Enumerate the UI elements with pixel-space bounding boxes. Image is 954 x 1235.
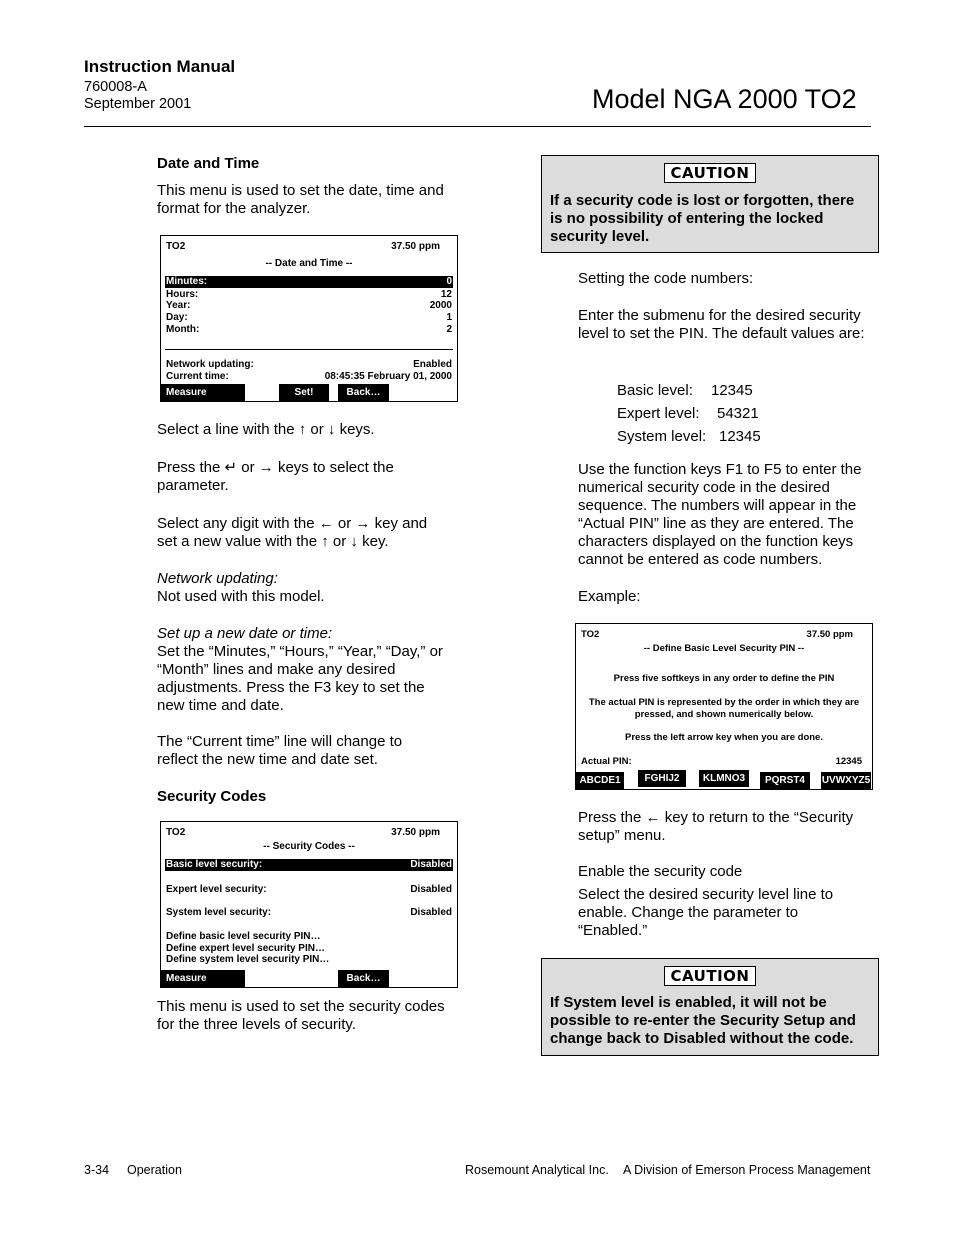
caution-box-system-level: [541, 958, 879, 1056]
para-select-line: Select a line with the ↑ or ↓ keys.: [157, 421, 375, 438]
example-label: Example:: [578, 588, 641, 605]
model-title: Model NGA 2000 TO2: [592, 84, 857, 114]
softkey-measure[interactable]: Measure: [161, 384, 245, 401]
default-pin-expert: Expert level: 54321: [617, 405, 759, 422]
press-back-text: Press the ← key to return to the “Security setup” menu.: [578, 809, 854, 844]
screen-row-network[interactable]: Network updating: Enabled: [166, 359, 452, 370]
screen-row-month[interactable]: Month: 2: [166, 324, 452, 335]
header-rule: [84, 126, 871, 127]
caution-box-lost-code: [541, 155, 879, 253]
screen-row-define-system[interactable]: Define system level security PIN…: [166, 954, 330, 965]
default-pins: [617, 379, 761, 448]
screen-row-hours[interactable]: Hours: 12: [166, 289, 452, 300]
network-text: Not used with this model.: [157, 588, 325, 605]
enable-text: Select the desired security level line to enable. Change the parameter to “Enabled.”: [578, 886, 834, 939]
function-keys-text: Use the function keys F1 to F5 to enter the numerical security code in the desired sequence. The numbers will appear in the “Actual PIN” line as they are entered. The characters displayed on the function keys cannot be entered as code numbers.: [578, 461, 862, 568]
enter-submenu-text: Enter the submenu for the desired security level to set the PIN. The default values are:: [578, 307, 865, 342]
screen-row-define-basic[interactable]: Define basic level security PIN…: [166, 931, 321, 942]
softkey-f4[interactable]: PQRST4: [760, 772, 810, 789]
define-pin-screen: [575, 623, 873, 790]
screen-instruction-3: Press the left arrow key when you are done.: [625, 732, 823, 743]
screen-reading: 37.50 ppm: [391, 241, 440, 252]
screen-title: -- Security Codes --: [263, 841, 355, 852]
date-time-screen: [160, 235, 458, 402]
screen-row-expert-security[interactable]: Expert level security: Disabled: [166, 884, 452, 895]
screen-row-current-time[interactable]: Current time: 08:45:35 February 01, 2000: [166, 371, 452, 382]
screen-divider: [165, 349, 453, 350]
screen-device: TO2: [581, 629, 600, 640]
screen-row-minutes[interactable]: Minutes: 0: [166, 276, 452, 287]
softkey-back[interactable]: Back…: [338, 970, 389, 987]
footer-division: A Division of Emerson Process Management: [623, 1163, 871, 1177]
date-time-intro: This menu is used to set the date, time and format for the analyzer.: [157, 182, 444, 217]
default-pin-basic: Basic level: 12345: [617, 382, 753, 399]
screen-title: -- Date and Time --: [265, 258, 353, 269]
screen-instruction-2: The actual PIN is represented by the order in which they are pressed, and shown numerically below.: [588, 697, 860, 720]
footer-page-number: 3-34: [84, 1163, 110, 1177]
softkey-measure[interactable]: Measure: [161, 970, 245, 987]
softkey-back[interactable]: Back…: [338, 384, 389, 401]
screen-row-day[interactable]: Day: 1: [166, 312, 452, 323]
softkey-f5[interactable]: UVWXYZ5: [821, 772, 871, 789]
security-codes-screen: [160, 821, 458, 988]
enable-heading: Enable the security code: [578, 863, 743, 880]
caution-label: CAUTION: [664, 163, 757, 183]
para-press-keys: Press the ↵ or → keys to select the parameter.: [157, 459, 394, 494]
screen-title: -- Define Basic Level Security PIN --: [643, 643, 805, 654]
screen-row-actual-pin: Actual PIN: 12345: [581, 756, 862, 767]
screen-device: TO2: [166, 827, 186, 838]
softkey-f1[interactable]: ABCDE1: [576, 772, 624, 789]
setup-text: Set the “Minutes,” “Hours,” “Year,” “Day,” or “Month” lines and make any desired adjustments. Press the F3 key to set the new time and date.: [157, 643, 443, 714]
manual-title: Instruction Manual: [84, 57, 236, 76]
screen-row-basic-security[interactable]: Basic level security: Disabled: [166, 859, 452, 870]
doc-date: September 2001: [84, 96, 192, 112]
date-time-heading: Date and Time: [157, 155, 260, 172]
current-time-text: The “Current time” line will change to reflect the new time and date set.: [157, 733, 403, 768]
screen-reading: 37.50 ppm: [806, 629, 853, 640]
security-intro: This menu is used to set the security codes for the three levels of security.: [157, 998, 445, 1033]
footer-section: Operation: [127, 1163, 182, 1177]
screen-reading: 37.50 ppm: [391, 827, 440, 838]
softkey-f2[interactable]: FGHIJ2: [638, 770, 686, 787]
screen-instruction-1: Press five softkeys in any order to define the PIN: [613, 673, 835, 684]
screen-row-define-expert[interactable]: Define expert level security PIN…: [166, 943, 325, 954]
default-pin-system: System level: 12345: [617, 428, 761, 445]
caution-label: CAUTION: [664, 966, 757, 986]
softkey-set[interactable]: Set!: [279, 384, 329, 401]
network-heading: Network updating:: [157, 570, 278, 587]
caution-text: If a security code is lost or forgotten, there is no possibility of entering the locked security level.: [550, 192, 855, 245]
setup-heading: Set up a new date or time:: [157, 625, 333, 642]
para-select-digit: Select any digit with the ← or → key and set a new value with the ↑ or ↓ key.: [157, 515, 428, 550]
setting-codes-text: Setting the code numbers:: [578, 270, 754, 287]
footer-company: Rosemount Analytical Inc.: [465, 1163, 609, 1177]
screen-row-year[interactable]: Year: 2000: [166, 300, 452, 311]
screen-device: TO2: [166, 241, 186, 252]
doc-number: 760008-A: [84, 79, 147, 95]
security-heading: Security Codes: [157, 788, 267, 805]
screen-row-system-security[interactable]: System level security: Disabled: [166, 907, 452, 918]
caution-text: If System level is enabled, it will not be possible to re-enter the Security Setup and change back to Disabled without the code.: [550, 994, 856, 1047]
softkey-f3[interactable]: KLMNO3: [699, 770, 749, 787]
